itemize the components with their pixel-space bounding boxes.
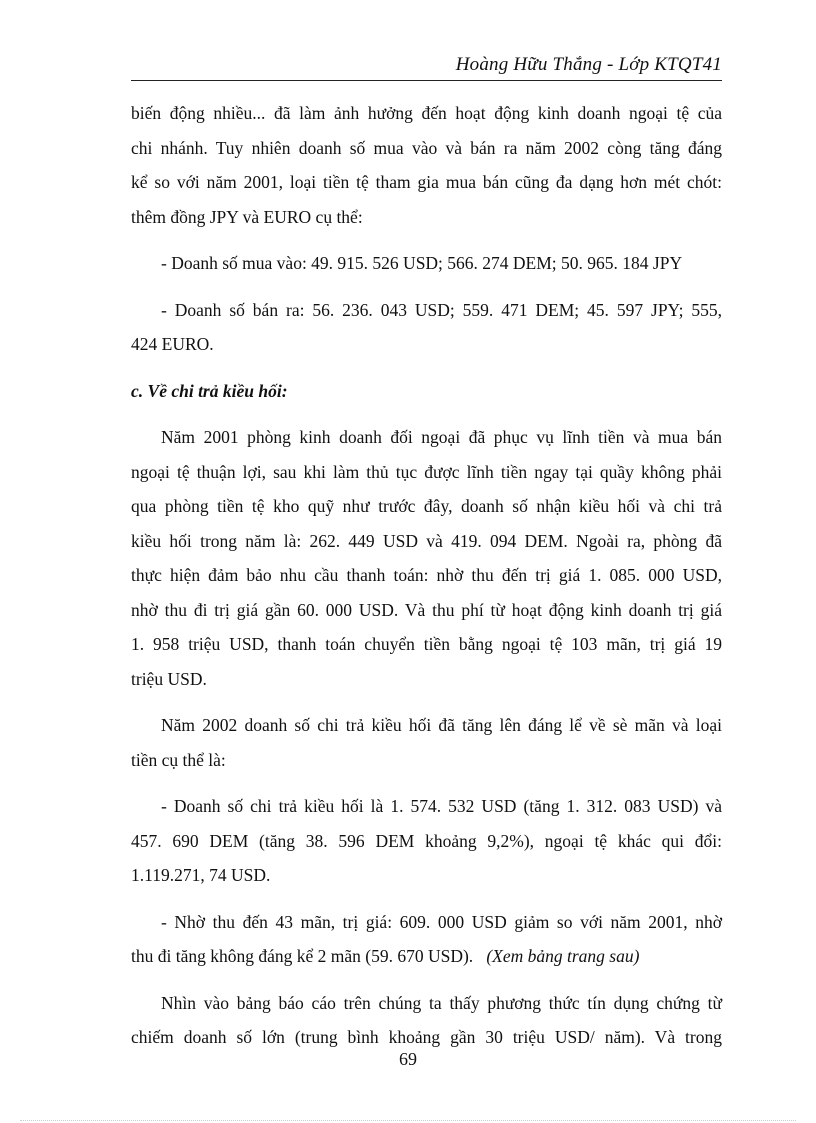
text-line: biến động nhiều... đã làm ảnh hưởng đến hoạt động kinh doanh ngoại tệ của (131, 103, 722, 123)
bullet-line: - Nhờ thu đến 43 mãn, trị giá: 609. 000 USD giảm so với năm 2001, nhờ (161, 911, 722, 932)
bullet-line: - Doanh số bán ra: 56. 236. 043 USD; 559. 471 DEM; 45. 597 JPY; 555, (161, 299, 722, 320)
text-line: nhờ thu đi trị giá gần 60. 000 USD. Và thu phí từ hoạt động kinh doanh trị giá (131, 599, 722, 620)
page-header (131, 50, 722, 81)
bullet-line: - Doanh số chi trả kiều hối là 1. 574. 532 USD (tăng 1. 312. 083 USD) và (161, 796, 722, 816)
text-line: triệu USD. (131, 668, 207, 689)
header-text: Hoàng Hữu Thắng - Lớp KTQT41 (455, 54, 722, 75)
page-bottom-border (20, 1120, 796, 1121)
text-line: tiền cụ thể là: (131, 749, 226, 770)
bullet-line: - Doanh số mua vào: 49. 915. 526 USD; 566. 274 DEM; 50. 965. 184 JPY (161, 253, 683, 273)
text-line: chiếm doanh số lớn (trung bình khoảng gần 30 triệu USD/ năm). Và trong (131, 1027, 722, 1047)
text-line: qua phòng tiền tệ kho quỹ như trước đây, doanh số nhận kiều hối và chi trả (131, 496, 722, 516)
bullet-line: 424 EURO. (131, 334, 214, 354)
bullet-text: thu đi tăng không đáng kể 2 mãn (59. 670 USD). (131, 946, 474, 966)
bullet-line (131, 939, 722, 974)
bullet-line: 457. 690 DEM (tăng 38. 596 DEM khoảng 9,2%), ngoại tệ khác qui đổi: (131, 830, 722, 851)
section-heading: c. Về chi trả kiều hối: (131, 380, 288, 401)
table-reference-note: (Xem bảng trang sau) (486, 946, 640, 966)
text-line: Năm 2002 doanh số chi trả kiều hối đã tăng lên đáng lể về sè mãn và loại (161, 715, 722, 735)
bullet-line: 1.119.271, 74 USD. (131, 865, 271, 885)
text-line: chi nhánh. Tuy nhiên doanh số mua vào và bán ra năm 2002 còng tăng đáng (131, 137, 722, 158)
text-line: thêm đồng JPY và EURO cụ thể: (131, 206, 363, 227)
text-line: ngoại tệ thuận lợi, sau khi làm thủ tục được lĩnh tiền ngay tại quầy không phải (131, 461, 722, 482)
text-line: Năm 2001 phòng kinh doanh đối ngoại đã phục vụ lĩnh tiền và mua bán (161, 427, 722, 447)
document-body (131, 96, 722, 1055)
text-line: 1. 958 triệu USD, thanh toán chuyển tiền bằng ngoại tệ 103 mãn, trị giá 19 (131, 634, 722, 654)
text-line: Nhìn vào bảng báo cáo trên chúng ta thấy phương thức tín dụng chứng từ (161, 992, 722, 1013)
text-line: thực hiện đảm bảo nhu cầu thanh toán: nhờ thu đến trị giá 1. 085. 000 USD, (131, 565, 722, 585)
text-line: kiều hối trong năm là: 262. 449 USD và 419. 094 DEM. Ngoài ra, phòng đã (131, 530, 722, 551)
text-line: kể so với năm 2001, loại tiền tệ tham gia mua bán cũng đa dạng hơn mét chót: (131, 172, 722, 192)
page-number: 69 (399, 1049, 417, 1069)
